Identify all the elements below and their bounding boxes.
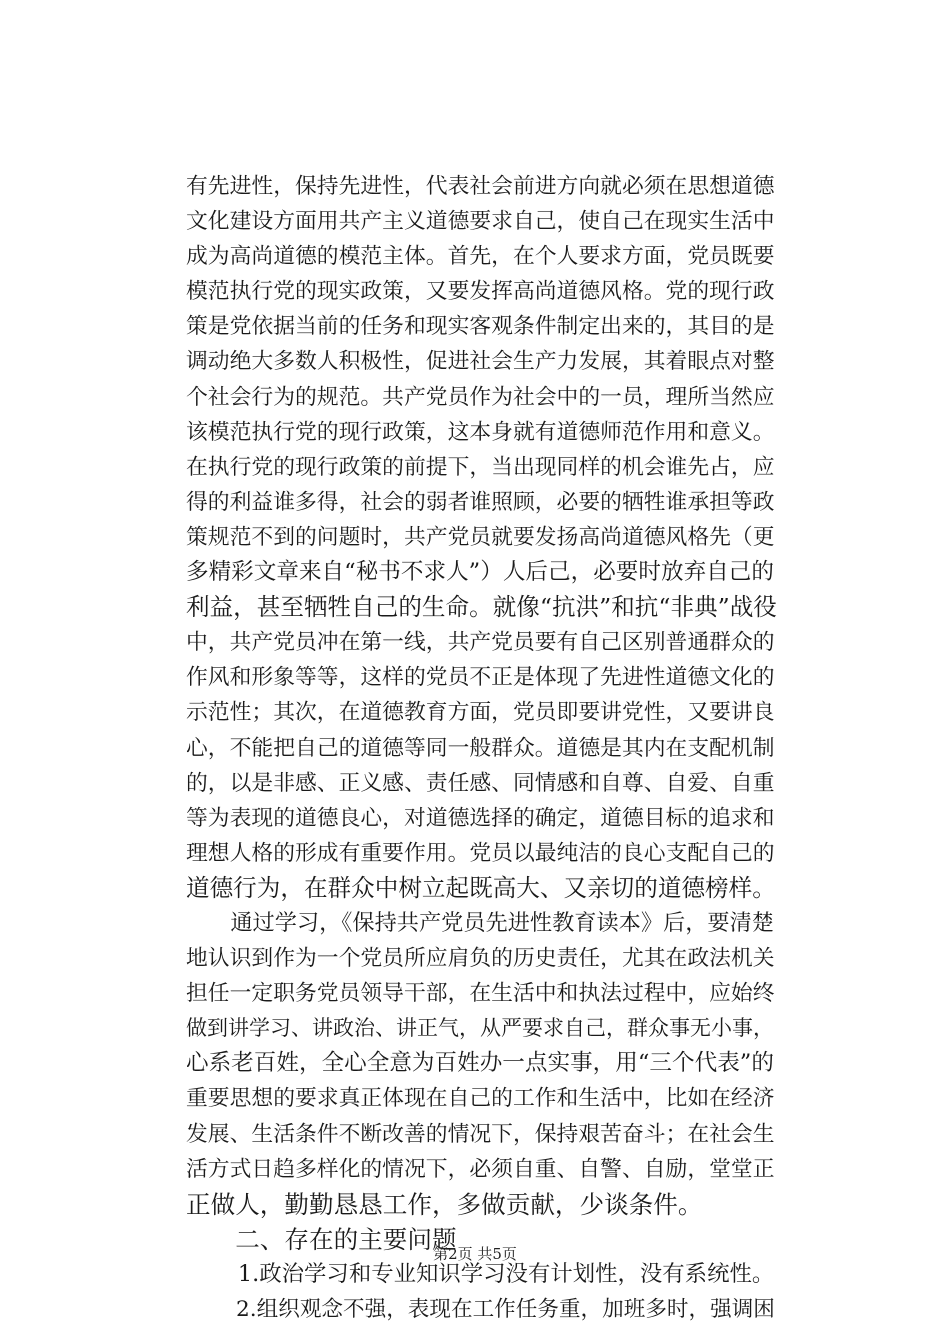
text-line: 理想人格的形成有重要作用。党员以最纯洁的良心支配自己的: [186, 840, 775, 866]
text-line: 文化建设方面用共产主义道德要求自己，使自己在现实生活中: [186, 209, 775, 235]
text-line: 道德行为，在群众中树立起既高大、又亲切的道德榜样。: [186, 873, 776, 902]
text-line: 策是党依据当前的任务和现实客观条件制定出来的，其目的是: [186, 314, 775, 340]
body-text: [186, 169, 776, 1327]
text-line: 作风和形象等等，这样的党员不正是体现了先进性道德文化的: [186, 665, 775, 691]
text-line: 做到讲学习、讲政治、讲正气，从严要求自己，群众事无小事，: [186, 1016, 774, 1041]
text-line: 二、存在的主要问题: [186, 1224, 457, 1254]
text-line: 活方式日趋多样化的情况下，必须自重、自警、自励，堂堂正: [186, 1156, 775, 1182]
text-line: 心，不能把自己的道德等同一般群众。道德是其内在支配机制: [186, 735, 775, 761]
text-line: 的，以是非感、正义感、责任感、同情感和自尊、自爱、自重: [186, 770, 775, 796]
page-footer: 第2页 共5页: [433, 1245, 517, 1263]
text-line: 得的利益谁多得，社会的弱者谁照顾，必要的牺牲谁承担等政: [186, 489, 775, 515]
text-line: 心系老百姓，全心全意为百姓办一点实事，用“三个代表”的: [186, 1050, 774, 1077]
text-line: 1.政治学习和专业知识学习没有计划性，没有系统性。: [186, 1260, 775, 1287]
text-line: 利益，甚至牺牲自己的生命。就像“抗洪”和抗“非典”战役: [186, 593, 777, 622]
text-line: 等为表现的道德良心，对道德选择的确定，道德目标的追求和: [186, 805, 775, 831]
text-line: 通过学习，《保持共产党员先进性教育读本》后，要清楚: [186, 909, 774, 936]
text-line: 个社会行为的规范。共产党员作为社会中的一员，理所当然应: [186, 384, 775, 410]
text-line: 在执行党的现行政策的前提下，当出现同样的机会谁先占，应: [186, 454, 775, 480]
text-line: 该模范执行党的现行政策，这本身就有道德师范作用和意义。: [186, 419, 775, 445]
text-line: 发展、生活条件不断改善的情况下，保持艰苦奋斗；在社会生: [186, 1121, 775, 1147]
text-line: 模范执行党的现实政策，又要发挥高尚道德风格。党的现行政: [186, 279, 775, 305]
text-line: 重要思想的要求真正体现在自己的工作和生活中，比如在经济: [186, 1086, 775, 1112]
text-line: 担任一定职务党员领导干部，在生活中和执法过程中，应始终: [186, 981, 775, 1007]
text-line: 地认识到作为一个党员所应肩负的历史责任，尤其在政法机关: [186, 946, 775, 972]
text-line: 正做人，勤勤恳恳工作，多做贡献，少谈条件。: [186, 1189, 703, 1219]
text-line: 成为高尚道德的模范主体。首先，在个人要求方面，党员既要: [186, 244, 775, 270]
text-line: 示范性；其次，在道德教育方面，党员即要讲党性，又要讲良: [186, 700, 775, 726]
text-line: 中，共产党员冲在第一线，共产党员要有自己区别普通群众的: [186, 630, 775, 656]
text-line: 有先进性，保持先进性，代表社会前进方向就必须在思想道德: [186, 174, 775, 199]
text-line: 策规范不到的问题时，共产党员就要发扬高尚道德风格先（更: [186, 524, 775, 550]
text-line: 2.组织观念不强，表现在工作任务重，加班多时，强调困: [186, 1297, 775, 1322]
text-line: 调动绝大多数人积极性，促进社会生产力发展，其着眼点对整: [186, 349, 775, 375]
text-line: 多精彩文章来自“秘书不求人”）人后己，必要时放弃自己的: [186, 559, 774, 586]
